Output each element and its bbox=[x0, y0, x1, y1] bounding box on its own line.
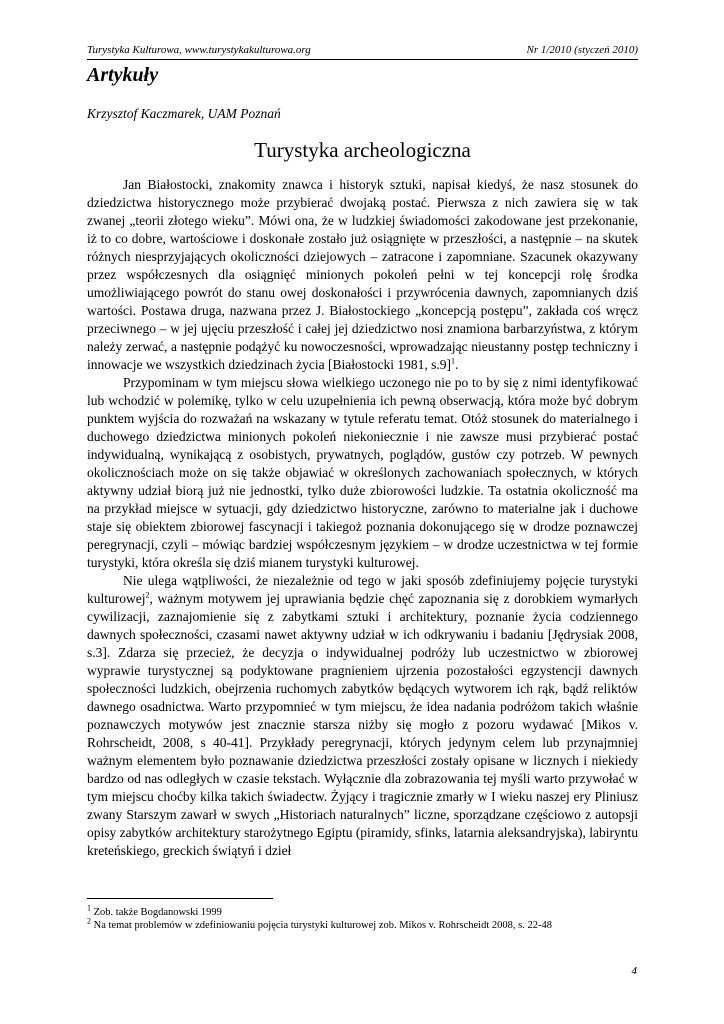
paragraph-text: , ważnym motywem jej uprawiania będzie chęć zapoznania się z dorobkiem wymarłych cywilizacji, zaznajomienie się z zabytkami sztuki i architektury, poznanie życia codziennego dawnych społeczności, czasami nawet aktywny udział w ich odkrywaniu i badaniu [Jędrysiak 2008, s.3]. Zdarza się przecież, że decyzja o indywidualnej podróży lub uczestnictwo w zbiorowej wyprawie turystycznej są podyktowane pragnieniem ujrzenia pozostałości egzystencji dawnych społeczności ludzkich, obejrzenia ruchomych zabytków będących wytworem ich rąk, bądź reliktów dawnego osadnictwa. Warto przypomnieć w tym miejscu, że idea nadania podróżom takich właśnie poznawczych motywów jest znacznie starsza niżby się mogło z pozoru wydawać [Mikos v. Rohrscheidt, 2008, s 40-41]. Przykłady peregrynacji, których jedynym celem lub przynajmniej ważnym elementem było poznawanie dziedzictwa przeszłości zostały opisane w licznych i niekiedy bardzo od nas odległych w czasie tekstach. Wyłącznie dla zobrazowania tej myśli warto przywołać w tym miejscu choćby kilka takich świadectw. Żyjący i tragicznie zmarły w I wieku naszej ery Pliniusz zwany Starszym zawarł w swych „Historiach naturalnych” liczne, sporządzane częściowo z autopsji opisy zabytków architektury starożytnego Egiptu (piramidy, sfinks, latarnia aleksandryjska), labiryntu kreteńskiego, greckich świątyń i dzieł bbox=[87, 591, 638, 858]
paragraph-text: Przypominam w tym miejscu słowa wielkiego uczonego nie po to by się z nimi identyfikować lub wchodzić w polemikę, tylko w celu uzupełnienia ich pewną obserwacją, która może być dobrym punktem wyjścia do rozważań na wskazany w tytule referatu temat. Otóż stosunek do materialnego i duchowego dziedzictwa minionych pokoleń niekoniecznie i nie zawsze musi przybierać postać indywidualną, wynikającą z osobistych, prywatnych, poglądów, gustów czy potrzeb. W pewnych okolicznościach może on się także objawiać w określonych zachowaniach społecznych, w których aktywny udział biorą już nie jednostki, tylko duże zbiorowości ludzkie. Ta ostatnia okoliczność ma na przykład miejsce w sytuacji, gdy dziedzictwo historyczne, zarówno to materialne jak i duchowe staje się obiektem zbiorowej fascynacji i takiegoż poznania dokonującego się w drodze poznawczej peregrynacji, czyli – mówiąc bardziej współczesnym językiem – w drodze uczestnictwa w tej formie turystyki, która określa się dziś mianem turystyki kulturowej. bbox=[87, 375, 638, 570]
footnote bbox=[87, 903, 647, 919]
footnote-text: Na temat problemów w zdefiniowaniu pojęcia turystyki kulturowej zob. Mikos v. Rohrscheidt 2008, s. 22-48 bbox=[91, 920, 552, 931]
section-heading: Artykuły bbox=[87, 64, 159, 86]
footnote-number: 2 bbox=[87, 916, 91, 926]
footnote-number: 1 bbox=[87, 903, 91, 913]
paragraph-text: Nie ulega wątpliwości, że niezależnie od tego w jaki sposób zdefiniujemy pojęcie turystyki kulturowej bbox=[87, 573, 638, 606]
footnotes bbox=[87, 903, 647, 932]
body-paragraph bbox=[87, 176, 638, 374]
header-issue: Nr 1/2010 (styczeń 2010) bbox=[526, 44, 638, 56]
article-title: Turystyka archeologiczna bbox=[254, 138, 471, 162]
footnote bbox=[87, 916, 647, 932]
author-line: Krzysztof Kaczmarek, UAM Poznań bbox=[87, 106, 281, 121]
footnote-text: Zob. także Bogdanowski 1999 bbox=[91, 907, 222, 918]
header-journal: Turystyka Kulturowa, www.turystykakulturowa.org bbox=[87, 44, 311, 56]
paragraph-text: Jan Białostocki, znakomity znawca i historyk sztuki, napisał kiedyś, że nasz stosunek do dziedzictwa historycznego może przybierać dwojaką postać. Pierwsza z nich zawiera się w tak zwanej „teorii złotego wieku”. Mówi ona, że w ludzkiej świadomości zakodowane jest przekonanie, iż to co dobre, wartościowe i doskonałe zostało już osiągnięte w przeszłości, a następnie – na skutek różnych niesprzyjających okoliczności dziejowych – zatracone i zapomniane. Szacunek okazywany przez współczesnych dla osiągnięć minionych pokoleń pełni w tej koncepcji rolę środka umożliwiającego powrót do stanu owej doskonałości i przywrócenia dawnych, zapomnianych dziś wartości. Postawa druga, nazwana przez J. Białostockiego „koncepcją postępu”, zakłada coś wręcz przeciwnego – w jej ujęciu przeszłość i całej jej dziedzictwo nosi znamiona barbarzyństwa, z którym należy zerwać, a następnie podążyć ku nowoczesności, wprowadzając nieustanny postęp techniczny i innowacje we wszystkich dziedzinach życia [Białostocki 1981, s.9] bbox=[87, 177, 638, 372]
footnote-divider bbox=[87, 898, 273, 899]
page-number: 4 bbox=[631, 965, 637, 977]
header-divider bbox=[87, 59, 638, 60]
body-paragraph bbox=[87, 572, 638, 860]
article-body bbox=[87, 176, 638, 860]
footnote-reference: 1 bbox=[451, 356, 456, 366]
body-paragraph bbox=[87, 374, 638, 572]
footnote-reference: 2 bbox=[145, 590, 150, 600]
paragraph-text: . bbox=[455, 357, 459, 372]
